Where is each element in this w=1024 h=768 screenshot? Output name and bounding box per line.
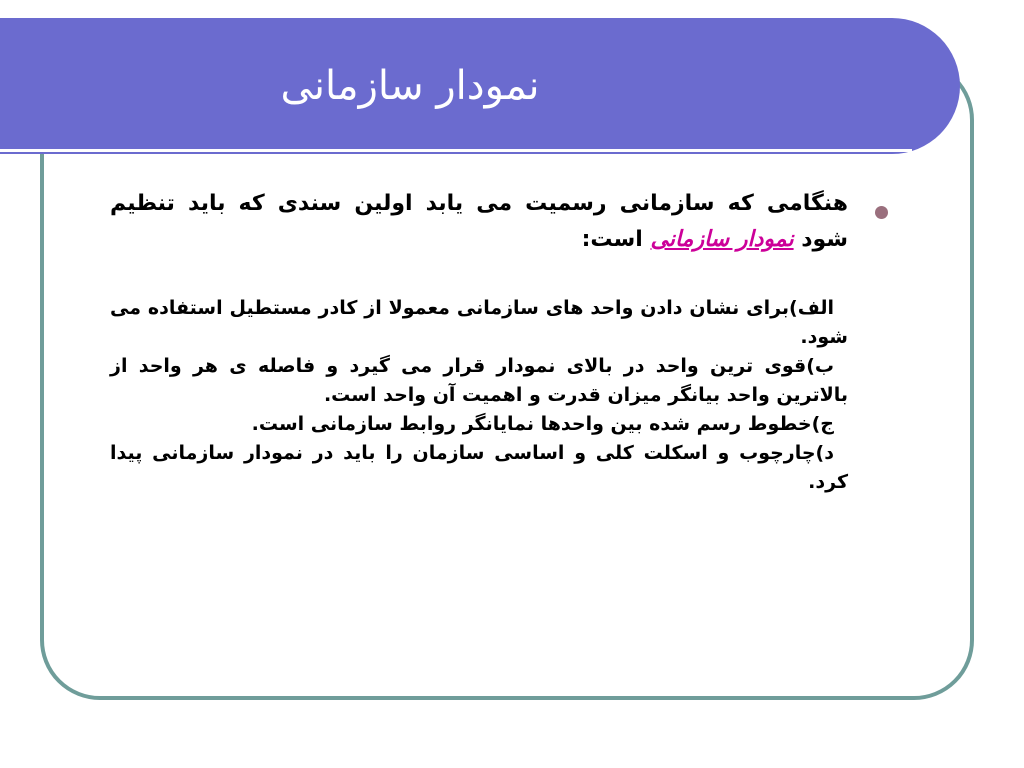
slide-body — [110, 186, 900, 497]
bullet-item — [110, 186, 900, 258]
sub-item-be: ب)قوی ترین واحد در بالای نمودار قرار می گیرد و فاصله ی هر واحد از بالاترین واحد بیانگر میزان قدرت و اهمیت آن واحد است. — [110, 355, 848, 406]
bullet-text-after: است: — [581, 227, 651, 252]
sub-items — [110, 294, 900, 497]
bullet-text — [110, 186, 848, 258]
slide-title: نمودار سازمانی — [280, 63, 540, 109]
sub-item-dal: د)چارچوب و اسکلت کلی و اساسی سازمان را باید در نمودار سازمانی پیدا کرد. — [110, 442, 848, 493]
sub-item-alef: الف)برای نشان دادن واحد های سازمانی معمولا از کادر مستطیل استفاده می شود. — [110, 297, 848, 348]
title-underline — [0, 149, 912, 152]
title-bar — [0, 18, 960, 154]
sub-item-jim: ج)خطوط رسم شده بین واحدها نمایانگر روابط سازمانی است. — [251, 413, 834, 435]
bullet-icon — [875, 206, 888, 219]
bullet-text-before: هنگامی که سازمانی رسمیت می یابد اولین سندی که باید تنظیم شود — [110, 191, 848, 252]
emphasis-term: نمودار سازمانی — [650, 227, 794, 252]
